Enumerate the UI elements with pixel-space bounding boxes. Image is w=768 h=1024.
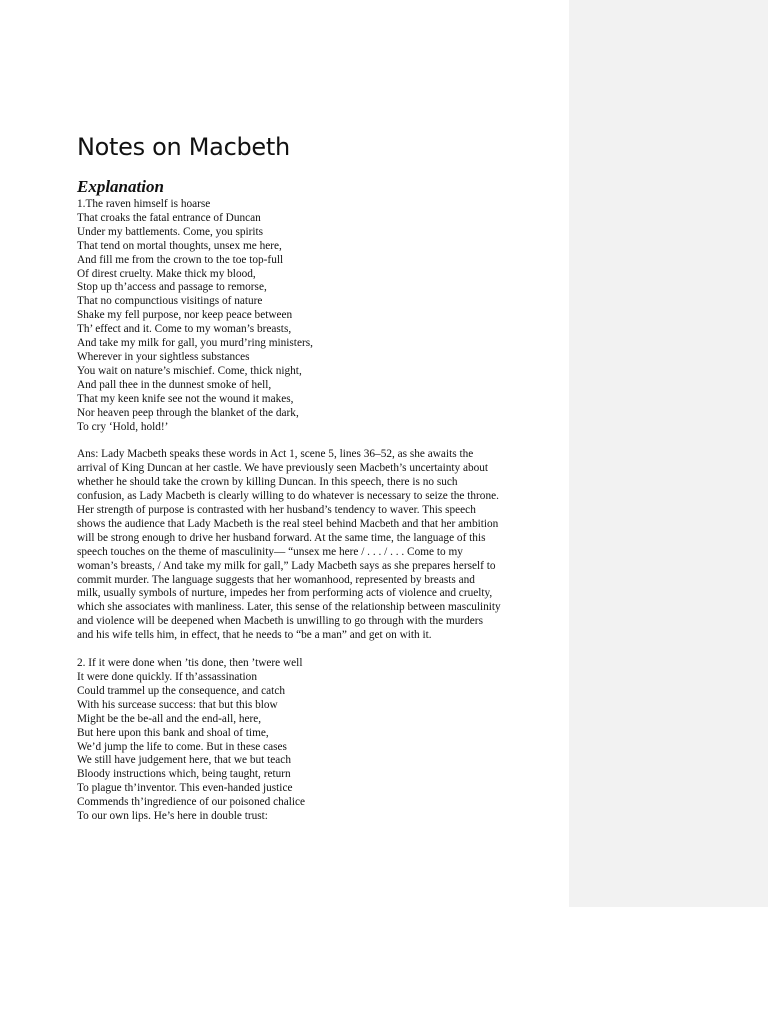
verse-line: To plague th’inventor. This even-handed justice xyxy=(77,782,293,795)
answer-paragraph xyxy=(77,448,563,643)
verse-line: That tend on mortal thoughts, unsex me here, xyxy=(77,239,282,252)
verse-line: That my keen knife see not the wound it makes, xyxy=(77,392,294,405)
section-heading: Explanation xyxy=(77,177,164,196)
answer-line: woman’s breasts, / And take my milk for gall,” Lady Macbeth says as she prepares herself to xyxy=(77,559,496,572)
verse-line: But here upon this bank and shoal of time, xyxy=(77,726,269,739)
verse-line: You wait on nature’s mischief. Come, thick night, xyxy=(77,364,302,377)
verse-line: And pall thee in the dunnest smoke of hell, xyxy=(77,378,272,391)
answer-line: shows the audience that Lady Macbeth is the real steel behind Macbeth and that her ambition xyxy=(77,517,499,530)
verse-line: To our own lips. He’s here in double trust: xyxy=(77,810,268,823)
verse-line: With his surcease success: that but this blow xyxy=(77,698,278,711)
verse-line: Might be the be-all and the end-all, here, xyxy=(77,712,262,725)
answer-line: and violence will be deepened when Macbeth is unwilling to go through with the murders xyxy=(77,615,483,628)
verse-line: That no compunctious visitings of nature xyxy=(77,295,263,308)
document-body xyxy=(77,130,563,824)
verse-line: 1.The raven himself is hoarse xyxy=(77,198,211,210)
answer-line: and his wife tells him, in effect, that he needs to “be a man” and get on with it. xyxy=(77,629,432,642)
answer-line: commit murder. The language suggests that her womanhood, represented by breasts and xyxy=(77,573,475,586)
passage-2 xyxy=(77,657,563,824)
verse-line: Nor heaven peep through the blanket of the dark, xyxy=(77,406,299,419)
verse-line: Could trammel up the consequence, and catch xyxy=(77,684,285,697)
verse-line: Of direst cruelty. Make thick my blood, xyxy=(77,267,256,280)
verse-line: Bloody instructions which, being taught, return xyxy=(77,768,291,781)
verse-line: Shake my fell purpose, nor keep peace between xyxy=(77,309,293,322)
answer-line: Ans: Lady Macbeth speaks these words in Act 1, scene 5, lines 36–52, as she awaits the xyxy=(77,448,474,461)
verse-line: Wherever in your sightless substances xyxy=(77,350,250,363)
verse-line: And take my milk for gall, you murd’ring ministers, xyxy=(77,337,313,350)
verse-line: Th’ effect and it. Come to my woman’s breasts, xyxy=(77,323,292,336)
answer-line: will be strong enough to drive her husband forward. At the same time, the language of this xyxy=(77,531,486,544)
answer-line: Her strength of purpose is contrasted with her husband’s tendency to waver. This speech xyxy=(77,504,476,517)
verse-line: Under my battlements. Come, you spirits xyxy=(77,225,264,238)
passage-1 xyxy=(77,198,563,434)
answer-line: arrival of King Duncan at her castle. We have previously seen Macbeth’s uncertainty about xyxy=(77,462,489,475)
verse-line: We still have judgement here, that we but teach xyxy=(77,754,291,767)
verse-line: And fill me from the crown to the toe top-full xyxy=(77,253,284,266)
answer-line: confusion, as Lady Macbeth is clearly willing to do whatever is necessary to seize the throne. xyxy=(77,490,499,503)
verse-line: That croaks the fatal entrance of Duncan xyxy=(77,211,261,224)
verse-line: Commends th’ingredience of our poisoned chalice xyxy=(77,796,306,809)
verse-line: To cry ‘Hold, hold!’ xyxy=(77,420,169,433)
verse-line: 2. If it were done when ’tis done, then ’twere well xyxy=(77,657,303,670)
page-title: Notes on Macbeth xyxy=(77,133,290,161)
answer-line: milk, usually symbols of nurture, impedes her from performing acts of violence and cruelty, xyxy=(77,587,493,600)
verse-line: We’d jump the life to come. But in these cases xyxy=(77,740,287,753)
verse-line: It were done quickly. If th’assassination xyxy=(77,671,257,683)
answer-line: whether he should take the crown by killing Duncan. In this speech, there is no such xyxy=(77,476,458,489)
verse-line: Stop up th’access and passage to remorse, xyxy=(77,281,267,294)
comment-pane xyxy=(569,0,768,907)
answer-line: speech touches on the theme of masculinity— “unsex me here / . . . / . . . Come to my xyxy=(77,545,463,558)
answer-line: which she associates with manliness. Later, this sense of the relationship between masculinity xyxy=(77,601,501,614)
